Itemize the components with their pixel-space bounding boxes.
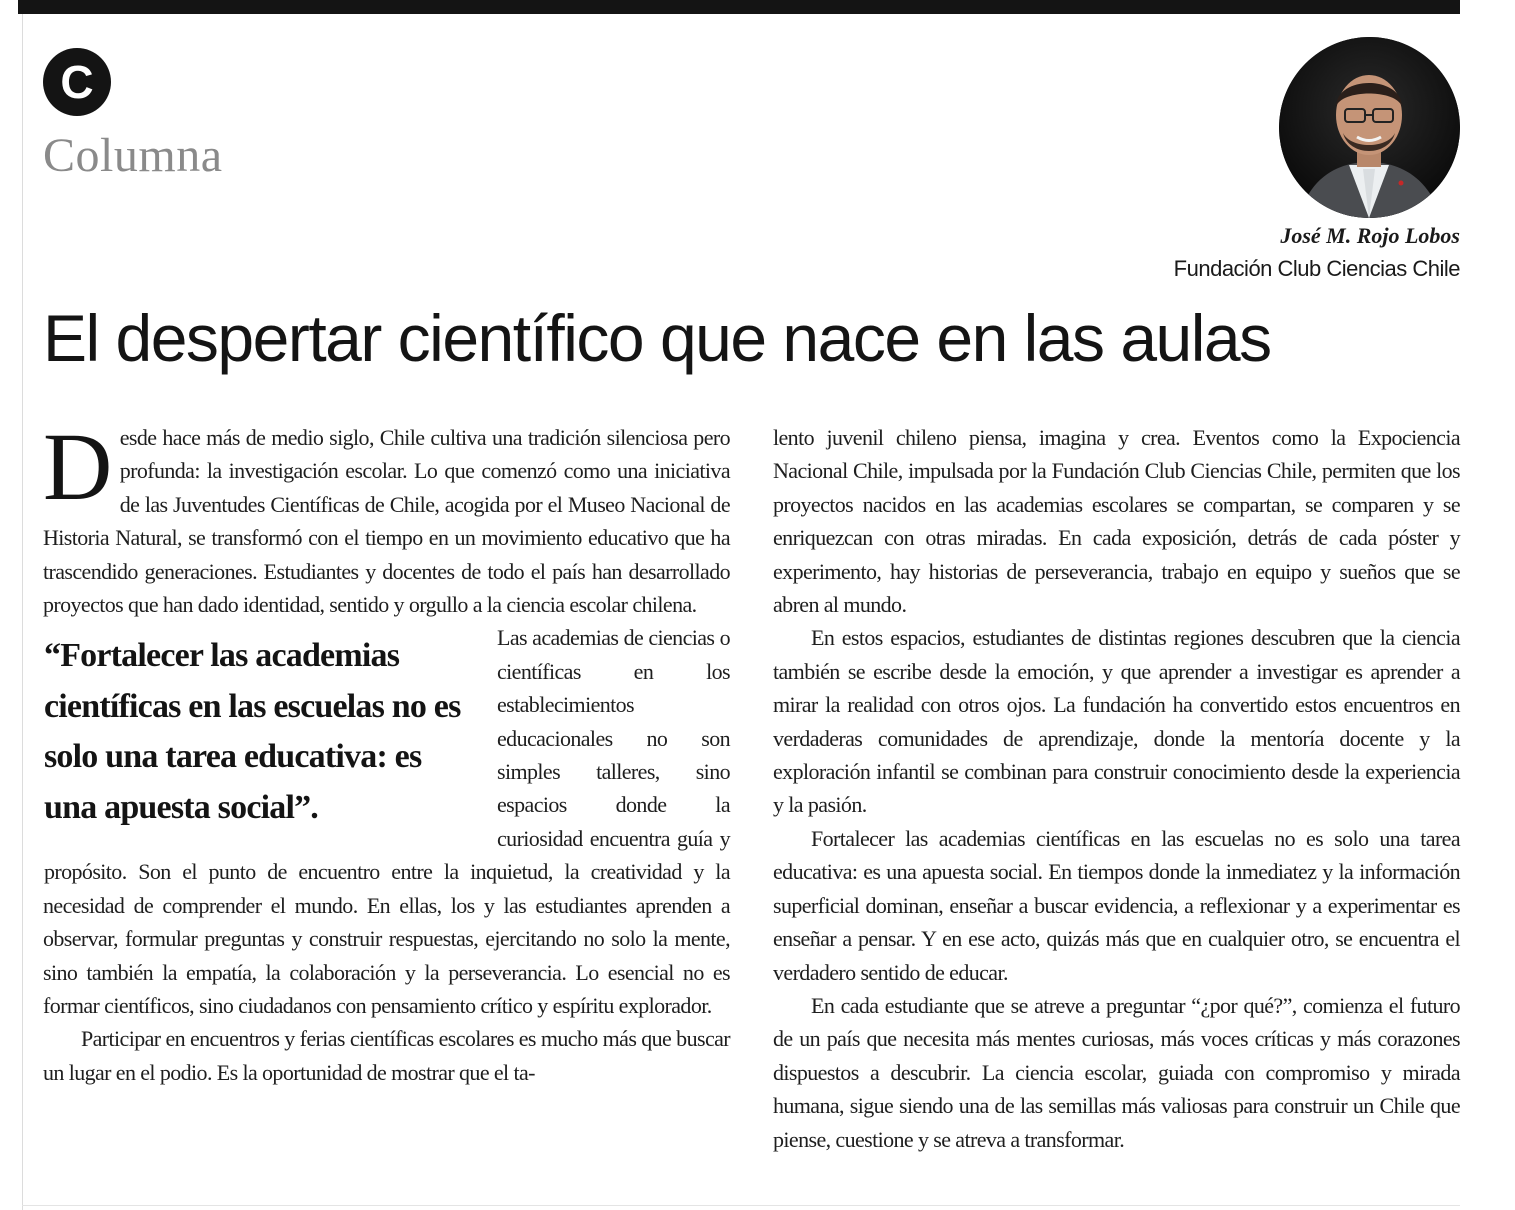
section-label: Columna <box>43 129 223 182</box>
top-rule <box>18 0 1460 14</box>
article-paragraph: Participar en encuentros y ferias científicas escolares es mucho más que buscar un lugar en el podio. Es la oportunidad de mostrar que el ta- <box>43 1026 730 1085</box>
article-column-right <box>773 421 1460 1156</box>
author-photo <box>1279 37 1460 218</box>
article-paragraph: En cada estudiante que se atreve a preguntar “¿por qué?”, comienza el futuro de un país que necesita más mentes curiosas, más voces críticas y más corazones dispuestos a descubrir. La ciencia escolar, guiada con compromiso y mirada humana, sigue siendo una de las semillas más valiosas para construir un Chile que piense, cuestione y se atreva a transformar. <box>773 992 1460 1152</box>
left-margin-rule <box>22 14 23 1210</box>
article-paragraph: Las academias de ciencias o científicas en los establecimientos educacionales no son simples talleres, sino espacios donde la curiosidad encuentra guía y propósito. Son el punto de encuentro entre la inquietud, la creatividad y la necesidad de comprender el mundo. En ellas, los y las estudiantes aprenden a observar, formular preguntas y construir respuestas, ejercitando no solo la mente, sino también la empatía, la colaboración y la perseverancia. Lo esencial no es formar científicos, sino ciudadanos con pensamiento crítico y espíritu explorador. <box>43 625 730 1018</box>
pull-quote: “Fortalecer las academias científicas en las escuelas no es solo una tarea educativa: es una apuesta social”. <box>44 637 461 826</box>
article-paragraph: lento juvenil chileno piensa, imagina y crea. Eventos como la Expociencia Nacional Chile, impulsada por la Fundación Club Ciencias Chile, permiten que los proyectos nacidos en las academias escolares se compartan, se comparen y se enriquezcan con otras miradas. En cada exposición, detrás de cada póster y experimento, hay historias de perseverancia, trabajo en equipo y sueños que se abren al mundo. <box>773 425 1460 618</box>
author-portrait-icon <box>1279 37 1460 218</box>
first-paragraph-text: esde hace más de medio siglo, Chile cultiva una tradición silenciosa pero profunda: la investigación escolar. Lo que comenzó como una iniciativa de las Juventudes Científicas de Chile, acogida por el Museo Nacional de Historia Natural, se transformó con el tiempo en un movimiento educativo que ha trascendido generaciones. Estudiantes y docentes de todo el país han desarrollado proyectos que han dado identidad, sentido y orgullo a la ciencia escolar chilena. <box>43 425 730 618</box>
article-paragraph <box>43 413 730 621</box>
author-name: José M. Rojo Lobos <box>1280 223 1460 248</box>
article-paragraph: En estos espacios, estudiantes de distintas regiones descubren que la ciencia también se escribe desde la emoción, y que aprender a investigar es aprender a mirar la realidad con otros ojos. La fundación ha convertido estos encuentros en verdaderas comunidades de aprendizaje, donde la mentoría docente y la exploración infantil se combinan para construir conocimiento desde la experiencia y la pasión. <box>773 625 1460 818</box>
article-headline: El despertar científico que nace en las aulas <box>43 301 1271 375</box>
article-column-left <box>43 413 730 1089</box>
author-organization: Fundación Club Ciencias Chile <box>1173 256 1460 281</box>
article-paragraph: Fortalecer las academias científicas en las escuelas no es solo una tarea educativa: es una apuesta social. En tiempos donde la inmediatez y la información superficial dominan, enseñar a buscar evidencia, a reflexionar y a experimentar es enseñar a pensar. Y en ese acto, quizás más que en cualquier otro, se encuentra el verdadero sentido de educar. <box>773 825 1460 985</box>
section-badge: C <box>43 48 111 116</box>
drop-cap: D <box>43 413 112 520</box>
bottom-rule <box>22 1205 1460 1206</box>
